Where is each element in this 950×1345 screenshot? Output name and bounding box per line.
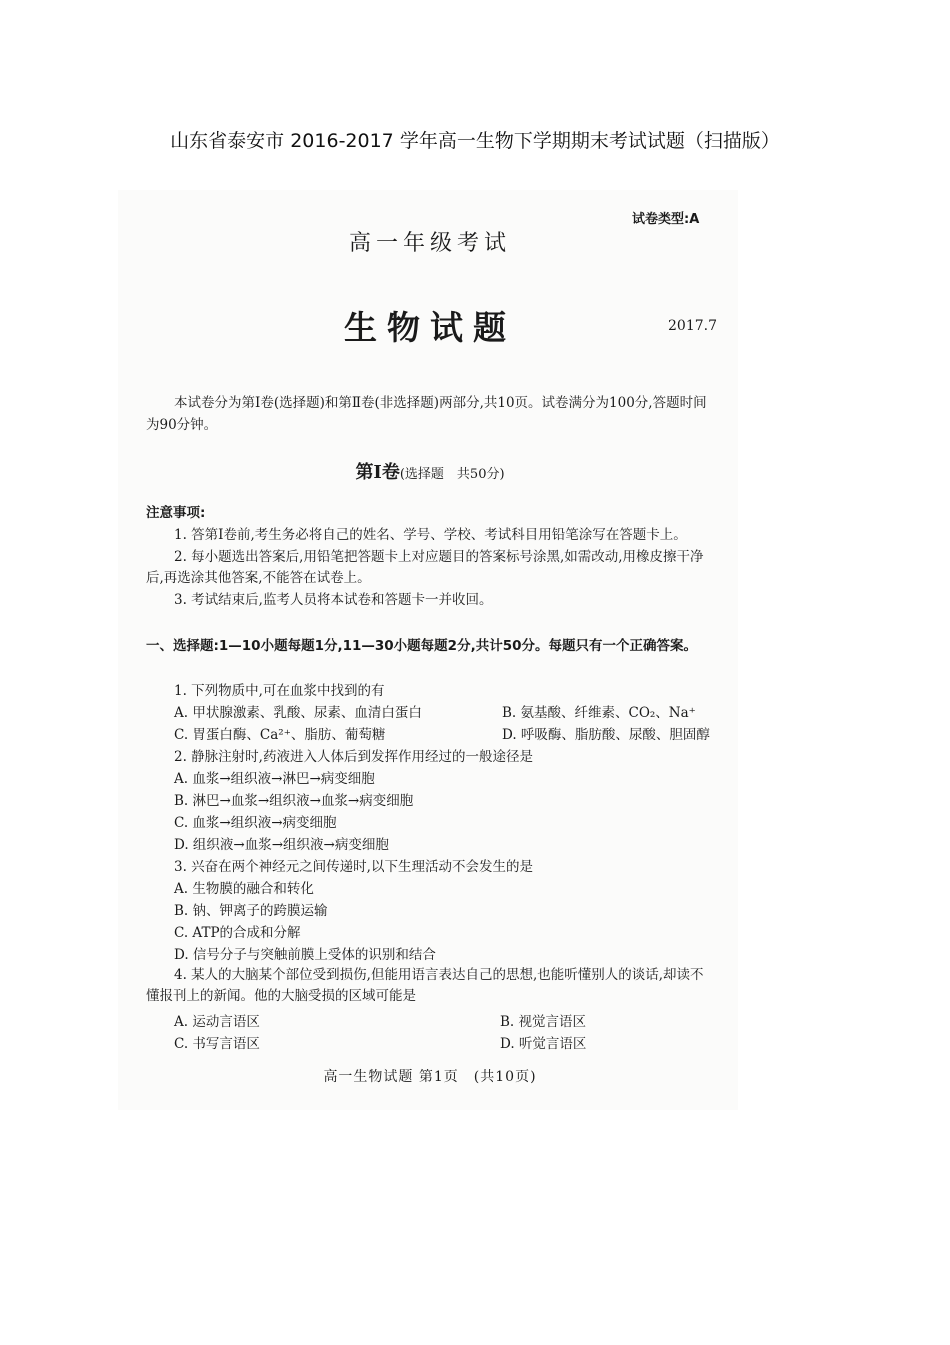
- subject-title: 生物试题: [344, 308, 516, 347]
- question-stem: 2. 静脉注射时,药液进入人体后到发挥作用经过的一般途径是: [174, 749, 533, 765]
- question-stem: 1. 下列物质中,可在血浆中找到的有: [174, 683, 385, 699]
- question-option: A. 生物膜的融合和转化: [174, 881, 314, 897]
- note-item: 3. 考试结束后,监考人员将本试卷和答题卡一并收回。: [174, 592, 493, 608]
- question-option: D. 信号分子与突触前膜上受体的识别和结合: [174, 947, 436, 963]
- question-option: D. 听觉言语区: [500, 1036, 587, 1052]
- question-option: D. 呼吸酶、脂肪酸、尿酸、胆固醇: [502, 727, 710, 743]
- note-item: 2. 每小题选出答案后,用铅笔把答题卡上对应题目的答案标号涂黑,如需改动,用橡皮擦干净后,再选涂其他答案,不能答在试卷上。: [146, 549, 704, 586]
- question-option: C. ATP的合成和分解: [174, 925, 301, 941]
- paper-type: 试卷类型:A: [632, 212, 700, 227]
- part-desc: (选择题 共50分): [399, 467, 505, 482]
- notes-title: 注意事项:: [146, 505, 206, 521]
- question-option: A. 甲状腺激素、乳酸、尿素、血清白蛋白: [174, 705, 422, 721]
- question-option: A. 血浆→组织液→淋巴→病变细胞: [174, 771, 375, 787]
- note-item: 1. 答第Ⅰ卷前,考生务必将自己的姓名、学号、学校、考试科目用铅笔涂写在答题卡上。: [174, 527, 687, 543]
- exam-date: 2017.7: [668, 318, 717, 334]
- question-option: B. 淋巴→血浆→组织液→血浆→病变细胞: [174, 793, 414, 809]
- question-stem: 3. 兴奋在两个神经元之间传递时,以下生理活动不会发生的是: [174, 859, 533, 875]
- question-option: C. 书写言语区: [174, 1036, 260, 1052]
- exam-name: 高一年级考试: [348, 231, 511, 256]
- part-heading: [0, 458, 860, 484]
- question-option: B. 视觉言语区: [500, 1014, 587, 1030]
- document-title: 山东省泰安市 2016-2017 学年高一生物下学期期末考试试题（扫描版）: [170, 130, 780, 152]
- question-option: D. 组织液→血浆→组织液→病变细胞: [174, 837, 389, 853]
- question-option: B. 氨基酸、纤维素、CO₂、Na⁺: [502, 705, 696, 721]
- question-option: B. 钠、钾离子的跨膜运输: [174, 903, 328, 919]
- section-heading: 一、选择题:1—10小题每题1分,11—30小题每题2分,共计50分。每题只有一个正确答案。: [146, 638, 697, 654]
- question-option: C. 胃蛋白酶、Ca²⁺、脂肪、葡萄糖: [174, 727, 386, 743]
- question-stem: 4. 某人的大脑某个部位受到损伤,但能用语言表达自己的思想,也能听懂别人的谈话,却读不懂报刊上的新闻。他的大脑受损的区域可能是: [146, 967, 704, 1004]
- question-option: A. 运动言语区: [174, 1014, 260, 1030]
- question-option: C. 血浆→组织液→病变细胞: [174, 815, 337, 831]
- part-label: 第Ⅰ卷: [355, 462, 400, 483]
- intro-paragraph: 本试卷分为第Ⅰ卷(选择题)和第Ⅱ卷(非选择题)两部分,共10页。试卷满分为100分,答题时间为90分钟。: [146, 395, 707, 433]
- page-footer: 高一生物试题 第1页 (共10页): [323, 1069, 537, 1085]
